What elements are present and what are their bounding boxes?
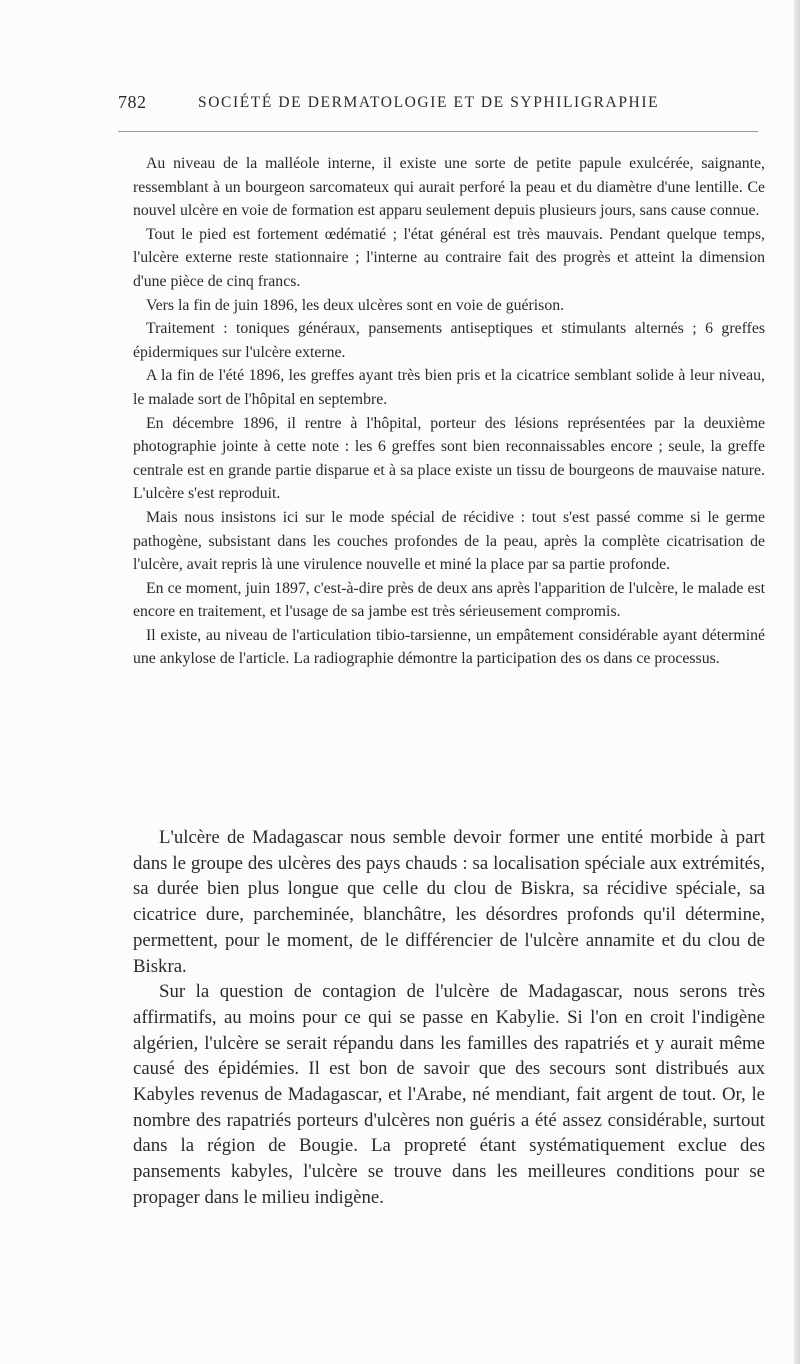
- paragraph: Vers la fin de juin 1896, les deux ulcères sont en voie de guérison.: [146, 296, 565, 314]
- paragraph: Mais nous insistons ici sur le mode spécial de récidive : tout s'est passé comme si le germe pathogène, subsistant dans les couches profondes de la peau, après la complète cicatrisation de l'ulcère, avait repris là une virulence nouvelle et miné la place par sa partie profonde.: [133, 508, 765, 574]
- discussion-text: [133, 825, 765, 1211]
- running-title: SOCIÉTÉ DE DERMATOLOGIE ET DE SYPHILIGRAPHIE: [198, 94, 660, 111]
- paragraph: Il existe, au niveau de l'articulation tibio-tarsienne, un empâtement considérable ayant déterminé une ankylose de l'article. La radiographie démontre la participation des os dans ce processus.: [133, 626, 765, 668]
- header-rule: [118, 131, 758, 132]
- page-header: [118, 92, 758, 122]
- page-number: 782: [118, 92, 147, 112]
- paragraph: A la fin de l'été 1896, les greffes ayant très bien pris et la cicatrice semblant solide à leur niveau, le malade sort de l'hôpital en septembre.: [133, 367, 765, 408]
- observation-text: [133, 152, 765, 671]
- paragraph: En décembre 1896, il rentre à l'hôpital, porteur des lésions représentées par la deuxième photographie jointe à cette note : les 6 greffes sont bien reconnaissables encore ; seule, la greffe centrale est en grande partie disparue et à sa place existe un tissu de bourgeons de mauvaise nature. L'ulcère s'est reproduit.: [133, 414, 765, 503]
- paragraph: Traitement : toniques généraux, pansements antiseptiques et stimulants alternés ; 6 greffes épidermiques sur l'ulcère externe.: [133, 320, 765, 361]
- paragraph: En ce moment, juin 1897, c'est-à-dire près de deux ans après l'apparition de l'ulcère, le malade est encore en traitement, et l'usage de sa jambe est très sérieusement compromis.: [133, 579, 765, 621]
- paragraph: Tout le pied est fortement œdématié ; l'état général est très mauvais. Pendant quelque temps, l'ulcère externe reste stationnaire ; l'interne au contraire fait des progrès et atteint la dimension d'une pièce de cinq francs.: [133, 225, 765, 290]
- paragraph: Sur la question de contagion de l'ulcère de Madagascar, nous serons très affirmatifs, au moins pour ce qui se passe en Kabylie. Si l'on en croit l'indigène algérien, l'ulcère se serait répandu dans les familles des rapatriés et y aurait même causé des épidémies. Il est bon de savoir que des secours sont distribués aux Kabyles revenus de Madagascar, et l'Arabe, né mendiant, fait argent de tout. Or, le nombre des rapatriés porteurs d'ulcères non guéris a été assez considérable, surtout dans la région de Bougie. La propreté étant systématiquement exclue des pansements kabyles, l'ulcère se trouve dans les meilleures conditions pour se propager dans le milieu indigène.: [133, 981, 765, 1208]
- page-edge: [794, 0, 800, 1364]
- paragraph: Au niveau de la malléole interne, il existe une sorte de petite papule exulcérée, saignante, ressemblant à un bourgeon sarcomateux qui aurait perforé la peau et du diamètre d'une lentille. Ce nouvel ulcère en voie de formation est apparu seulement depuis plusieurs jours, sans cause connue.: [133, 155, 765, 220]
- paragraph: L'ulcère de Madagascar nous semble devoir former une entité morbide à part dans le groupe des ulcères des pays chauds : sa localisation spéciale aux extrémités, sa durée bien plus longue que celle du clou de Biskra, sa récidive spéciale, sa cicatrice dure, parcheminée, blanchâtre, les désordres profonds qu'il détermine, permettent, pour le moment, de le différencier de l'ulcère annamite et du clou de Biskra.: [133, 827, 765, 977]
